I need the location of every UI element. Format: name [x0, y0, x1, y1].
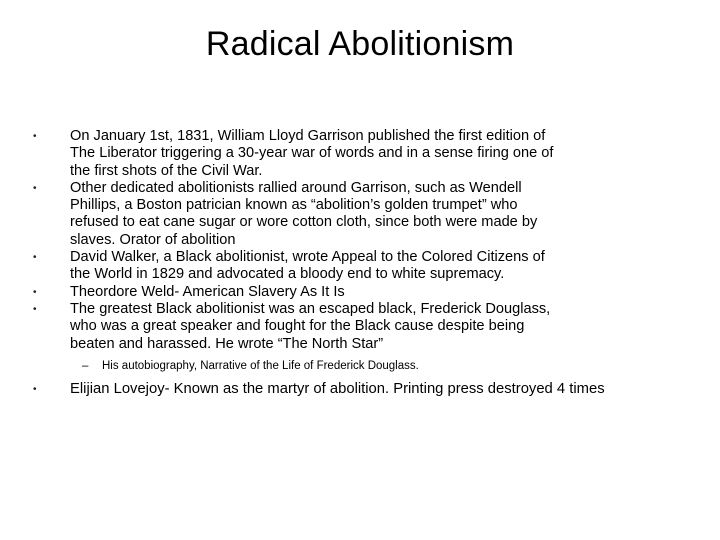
bullet-text: Theordore Weld- American Slavery As It Is: [70, 283, 345, 300]
bullet-item: [0, 180, 560, 249]
bullet-dot: •: [33, 383, 37, 395]
bullet-item: [0, 301, 560, 353]
bullet-list: [0, 128, 720, 398]
bullet-item: [0, 128, 560, 180]
slide-title: Radical Abolitionism: [205, 25, 515, 63]
bullet-dot: •: [33, 182, 37, 194]
bullet-text: Elijian Lovejoy- Known as the martyr of abolition. Printing press destroyed 4 times: [70, 380, 605, 397]
bullet-text: Other dedicated abolitionists rallied around Garrison, such as Wendell Phillips, a Boston patrician known as “abolition’s golden trumpet” who refused to eat cane sugar or wore cotton cloth, since both were made by slaves. Orator of abolition: [70, 179, 538, 248]
bullet-dot: •: [33, 286, 37, 298]
bullet-dot: •: [33, 303, 37, 315]
sub-bullet-dash: –: [82, 359, 89, 372]
bullet-text: On January 1st, 1831, William Lloyd Garrison published the first edition of The Liberator triggering a 30-year war of words and in a sense firing one of the first shots of the Civil War.: [70, 128, 554, 179]
bullet-dot: •: [33, 252, 37, 264]
bullet-dot: •: [33, 131, 37, 142]
bullet-text: David Walker, a Black abolitionist, wrote Appeal to the Colored Citizens of the World in 1829 and advocated a bloody end to white supremacy.: [70, 249, 545, 283]
bullet-item: [0, 284, 560, 301]
sub-bullet-item: [0, 359, 720, 373]
bullet-item: [0, 381, 710, 398]
sub-bullet-text: His autobiography, Narrative of the Life of Frederick Douglass.: [102, 359, 419, 372]
bullet-item: [0, 249, 560, 284]
bullet-text: The greatest Black abolitionist was an escaped black, Frederick Douglass, who was a great speaker and fought for the Black cause despite being beaten and harassed. He wrote “The North Star”: [70, 300, 551, 352]
